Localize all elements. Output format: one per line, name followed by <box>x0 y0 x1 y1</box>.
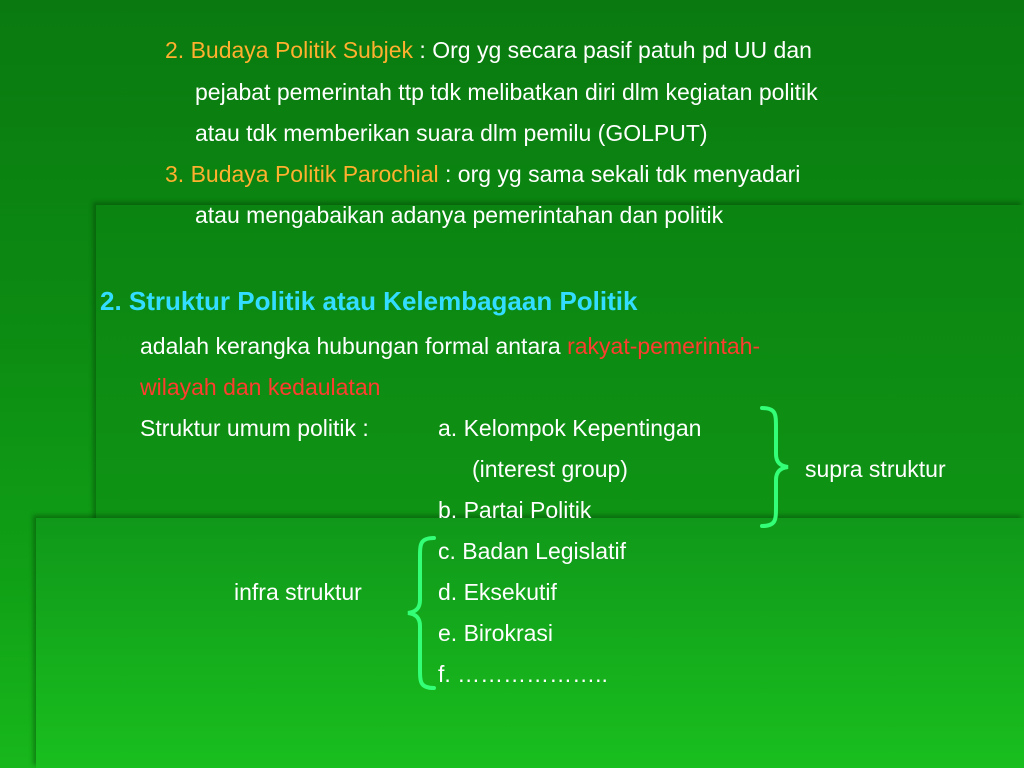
item-e: e. Birokrasi <box>438 620 554 646</box>
definition-highlight-2: wilayah dan kedaulatan <box>140 374 381 400</box>
item-d: d. Eksekutif <box>438 579 557 605</box>
item-f: f. ……………….. <box>438 661 608 687</box>
item-3-line-2: atau mengabaikan adanya pemerintahan dan politik <box>195 202 724 228</box>
definition-line-1 <box>140 332 760 360</box>
item-3-title: 3. Budaya Politik Parochial <box>165 161 439 187</box>
item-3-text: : org yg sama sekali tdk menyadari <box>438 161 801 187</box>
struktur-label: Struktur umum politik : <box>140 415 369 441</box>
item-c: c. Badan Legislatif <box>438 538 626 564</box>
item-2-text: : Org yg secara pasif patuh pd UU dan <box>413 37 812 63</box>
infra-struktur-label: infra struktur <box>234 579 362 605</box>
definition-highlight-1: rakyat-pemerintah- <box>567 333 761 359</box>
supra-brace-icon <box>756 404 796 530</box>
item-a: a. Kelompok Kepentingan <box>438 415 702 441</box>
infra-brace-icon <box>400 534 440 692</box>
item-2-line-1 <box>165 36 812 64</box>
supra-struktur-label: supra struktur <box>805 456 946 482</box>
item-3-line-1 <box>165 160 800 188</box>
item-2-line-2: pejabat pemerintah ttp tdk melibatkan diri dlm kegiatan politik <box>195 79 818 105</box>
item-2-line-3: atau tdk memberikan suara dlm pemilu (GOLPUT) <box>195 120 708 146</box>
definition-text: adalah kerangka hubungan formal antara <box>140 333 568 359</box>
item-2-title: 2. Budaya Politik Subjek <box>165 37 414 63</box>
item-a-sub: (interest group) <box>472 456 628 482</box>
section-heading: 2. Struktur Politik atau Kelembagaan Politik <box>100 286 638 316</box>
item-b: b. Partai Politik <box>438 497 592 523</box>
